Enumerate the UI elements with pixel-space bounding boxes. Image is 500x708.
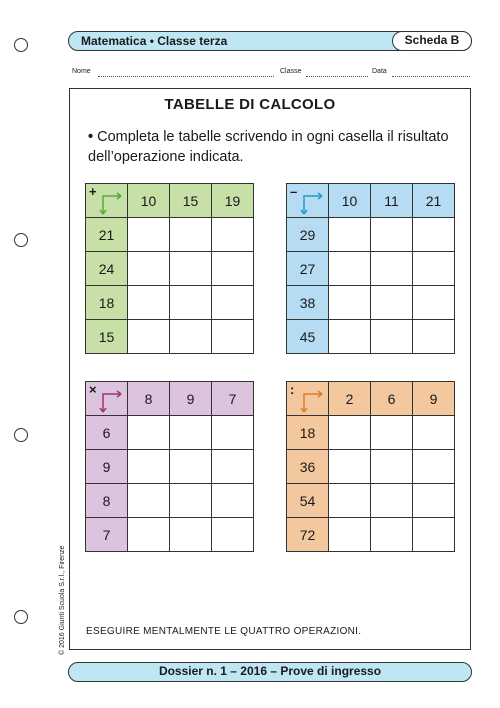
column-header: 10 (329, 184, 371, 218)
arrow-corner-icon (287, 184, 329, 218)
footer-note: ESEGUIRE MENTALMENTE LE QUATTRO OPERAZIONI. (86, 626, 362, 637)
row-header: 36 (287, 450, 329, 484)
answer-cell[interactable] (413, 218, 455, 252)
divide-symbol: : (290, 382, 295, 397)
instruction (88, 127, 460, 167)
answer-cell[interactable] (329, 252, 371, 286)
answer-cell[interactable] (371, 218, 413, 252)
row-header: 38 (287, 286, 329, 320)
page-title: TABELLE DI CALCOLO (164, 96, 336, 113)
column-header: 10 (128, 184, 170, 218)
header-bar (68, 31, 472, 51)
column-header: 6 (371, 382, 413, 416)
answer-cell[interactable] (128, 484, 170, 518)
answer-cell[interactable] (128, 518, 170, 552)
binder-hole-4 (14, 610, 28, 624)
answer-cell[interactable] (170, 416, 212, 450)
instruction-bullet: • (88, 129, 94, 145)
column-header: 21 (413, 184, 455, 218)
answer-cell[interactable] (413, 450, 455, 484)
name-field[interactable] (98, 76, 274, 77)
answer-cell[interactable] (170, 218, 212, 252)
answer-cell[interactable] (212, 484, 254, 518)
row-header: 6 (86, 416, 128, 450)
answer-cell[interactable] (413, 320, 455, 354)
arrow-corner-icon (287, 382, 329, 416)
answer-cell[interactable] (329, 218, 371, 252)
column-header: 2 (329, 382, 371, 416)
bottom-bar: Dossier n. 1 – 2016 – Prove di ingresso (68, 662, 472, 682)
column-header: 7 (212, 382, 254, 416)
row-header: 27 (287, 252, 329, 286)
subtraction-operator-cell (287, 184, 329, 218)
answer-cell[interactable] (371, 286, 413, 320)
row-header: 8 (86, 484, 128, 518)
answer-cell[interactable] (170, 484, 212, 518)
name-label: Nome (72, 68, 91, 75)
answer-cell[interactable] (371, 484, 413, 518)
times-symbol: × (89, 382, 97, 397)
row-header: 21 (86, 218, 128, 252)
multiplication-table (85, 381, 254, 552)
answer-cell[interactable] (329, 320, 371, 354)
row-header: 9 (86, 450, 128, 484)
answer-cell[interactable] (128, 450, 170, 484)
date-label: Data (372, 68, 387, 75)
answer-cell[interactable] (212, 252, 254, 286)
row-header: 29 (287, 218, 329, 252)
division-operator-cell (287, 382, 329, 416)
answer-cell[interactable] (128, 320, 170, 354)
addition-operator-cell (86, 184, 128, 218)
answer-cell[interactable] (371, 320, 413, 354)
row-header: 45 (287, 320, 329, 354)
answer-cell[interactable] (413, 252, 455, 286)
answer-cell[interactable] (413, 518, 455, 552)
division-table (286, 381, 455, 552)
answer-cell[interactable] (329, 518, 371, 552)
answer-cell[interactable] (371, 416, 413, 450)
answer-cell[interactable] (212, 218, 254, 252)
answer-cell[interactable] (212, 286, 254, 320)
row-header: 15 (86, 320, 128, 354)
answer-cell[interactable] (329, 416, 371, 450)
answer-cell[interactable] (170, 450, 212, 484)
row-header: 7 (86, 518, 128, 552)
row-header: 18 (287, 416, 329, 450)
subject-label: Matematica • Classe terza (81, 34, 228, 48)
minus-symbol: – (290, 184, 298, 199)
arrow-corner-icon (86, 184, 128, 218)
answer-cell[interactable] (413, 416, 455, 450)
answer-cell[interactable] (329, 484, 371, 518)
column-header: 9 (413, 382, 455, 416)
binder-hole-2 (14, 233, 28, 247)
column-header: 9 (170, 382, 212, 416)
date-field[interactable] (392, 76, 470, 77)
answer-cell[interactable] (170, 286, 212, 320)
answer-cell[interactable] (413, 286, 455, 320)
plus-symbol: + (89, 184, 97, 199)
answer-cell[interactable] (212, 320, 254, 354)
multiplication-operator-cell (86, 382, 128, 416)
answer-cell[interactable] (212, 416, 254, 450)
answer-cell[interactable] (128, 218, 170, 252)
answer-cell[interactable] (212, 518, 254, 552)
answer-cell[interactable] (371, 450, 413, 484)
instruction-text: Completa le tabelle scrivendo in ogni casella il risultato dell’operazione indicata. (88, 129, 449, 165)
answer-cell[interactable] (371, 518, 413, 552)
column-header: 11 (371, 184, 413, 218)
student-fields (72, 68, 472, 80)
answer-cell[interactable] (371, 252, 413, 286)
answer-cell[interactable] (212, 450, 254, 484)
answer-cell[interactable] (329, 450, 371, 484)
copyright-notice: © 2016 Giunti Scuola S.r.l., Firenze (59, 545, 66, 655)
answer-cell[interactable] (170, 320, 212, 354)
subtraction-table (286, 183, 455, 354)
column-header: 8 (128, 382, 170, 416)
column-header: 19 (212, 184, 254, 218)
answer-cell[interactable] (128, 286, 170, 320)
addition-table (85, 183, 254, 354)
answer-cell[interactable] (170, 518, 212, 552)
row-header: 54 (287, 484, 329, 518)
column-header: 15 (170, 184, 212, 218)
row-header: 24 (86, 252, 128, 286)
sheet-label: Scheda B (392, 31, 472, 51)
answer-cell[interactable] (329, 286, 371, 320)
class-label: Classe (280, 68, 302, 75)
arrow-corner-icon (86, 382, 128, 416)
row-header: 18 (86, 286, 128, 320)
answer-cell[interactable] (413, 484, 455, 518)
class-field[interactable] (306, 76, 368, 77)
exercise-frame (69, 88, 471, 650)
binder-hole-1 (14, 38, 28, 52)
answer-cell[interactable] (170, 252, 212, 286)
binder-hole-3 (14, 428, 28, 442)
row-header: 72 (287, 518, 329, 552)
answer-cell[interactable] (128, 252, 170, 286)
answer-cell[interactable] (128, 416, 170, 450)
